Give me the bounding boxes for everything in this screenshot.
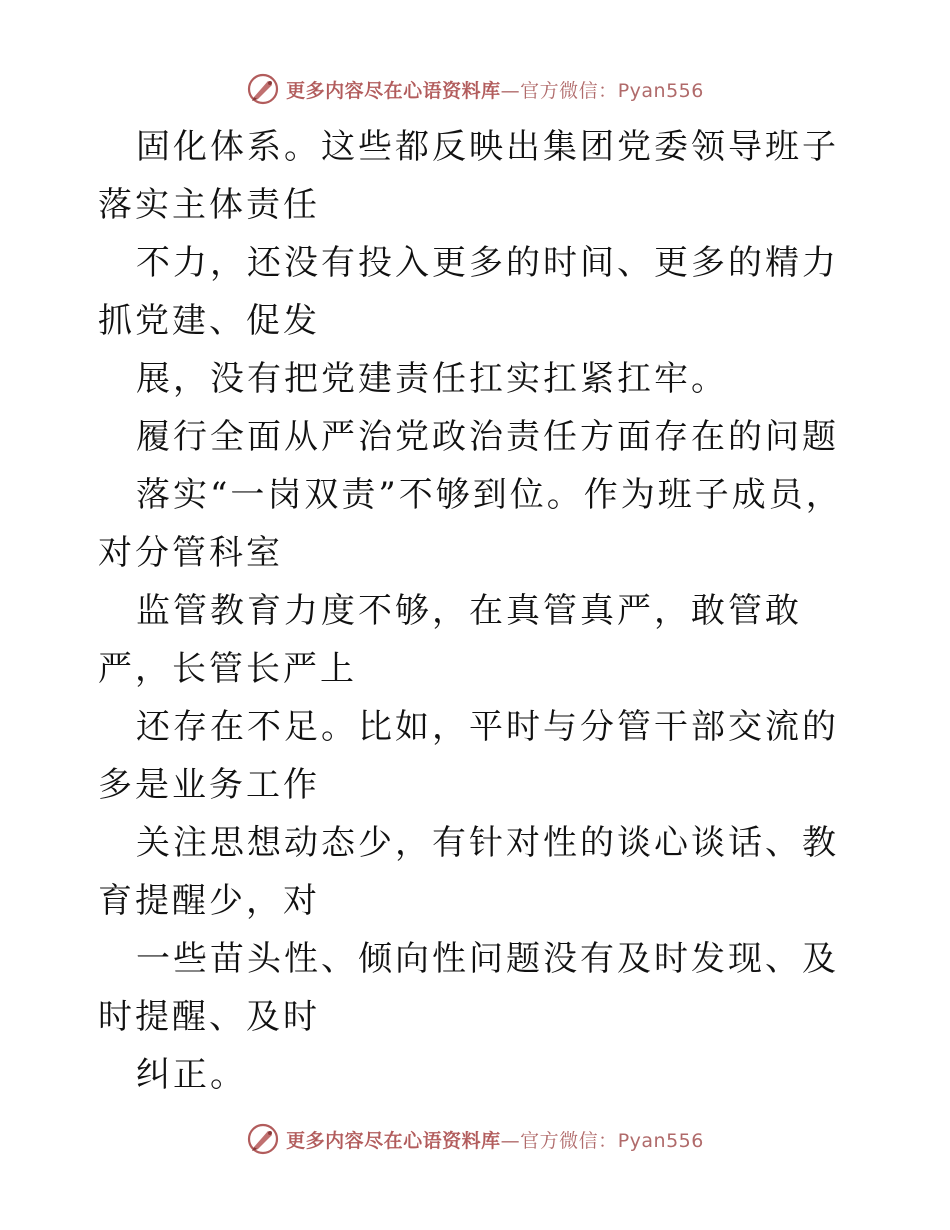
section-heading: 履行全面从严治党政治责任方面存在的问题	[136, 417, 839, 457]
page-footer	[0, 1122, 950, 1156]
paragraph: 一些苗头性、倾向性问题没有及时发现、及时提醒、及时	[98, 939, 839, 1037]
paragraph: 纠正。	[136, 1055, 247, 1095]
header-wechat-label: 官方微信：	[520, 79, 618, 102]
paragraph: 固化体系。这些都反映出集团党委领导班子落实主体责任	[98, 127, 839, 225]
paragraph: 还存在不足。比如，平时与分管干部交流的多是业务工作	[98, 707, 839, 805]
footer-wechat-label: 官方微信：	[520, 1129, 618, 1152]
header-brand-title: 更多内容尽在心语资料库	[286, 79, 501, 102]
paragraph: 不力，还没有投入更多的时间、更多的精力抓党建、促发	[98, 243, 839, 341]
paragraph: 落实“一岗双责”不够到位。作为班子成员，对分管科室	[98, 475, 843, 573]
header-wechat-id: Pyan556	[617, 79, 704, 102]
header-brand-separator: —	[500, 79, 521, 102]
footer-wechat-id: Pyan556	[617, 1129, 704, 1152]
paragraph: 展，没有把党建责任扛实扛紧扛牢。	[136, 359, 728, 399]
page-header	[0, 72, 950, 106]
paragraph: 关注思想动态少，有针对性的谈心谈话、教育提醒少，对	[98, 823, 839, 921]
pen-circle-icon	[246, 1122, 280, 1156]
document-body	[98, 118, 858, 1104]
paragraph: 监管教育力度不够，在真管真严，敢管敢严，长管长严上	[98, 591, 802, 689]
footer-brand-title: 更多内容尽在心语资料库	[286, 1129, 501, 1152]
footer-brand-separator: —	[500, 1129, 521, 1152]
pen-circle-icon	[246, 72, 280, 106]
header-brand	[246, 72, 704, 106]
footer-brand	[246, 1122, 704, 1156]
